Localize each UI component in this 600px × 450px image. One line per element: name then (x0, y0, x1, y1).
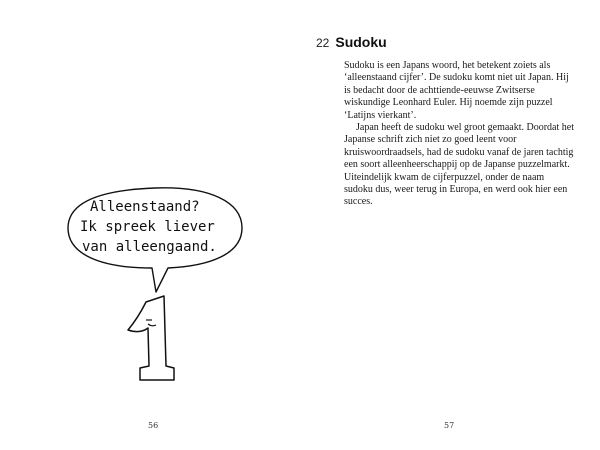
number-one-character-illustration (60, 180, 250, 400)
paragraph-2: Japan heeft de sudoku wel groot gemaakt. Doordat het Japanse schrift zich niet zo goed leent voor kruiswoordraadsels, had de sudoku vanaf de jaren tachtig een soort alleenheerschappij op de Japanse puzzelmarkt. Uiteindelijk kwam de cijferpuzzel, onder de naam sudoku dus, weer terug in Europa, en werd ook hier een succes. (344, 122, 574, 208)
paragraph-1: Sudoku is een Japans woord, het betekent zoiets als ‘alleenstaand cijfer’. De sudoku komt niet uit Japan. Hij is bedacht door de achttiende-eeuwse Zwitserse wiskundige Leonhard Euler. Hij noemde zijn puzzel ‘Latijns vierkant’. (344, 60, 569, 121)
illustration (60, 180, 250, 400)
bubble-line-3: van alleengaand. (82, 239, 217, 255)
page-number-right: 57 (444, 421, 455, 430)
chapter-title: Sudoku (335, 34, 387, 50)
body-text (344, 60, 574, 209)
bubble-line-1: Alleenstaand? (90, 199, 200, 215)
chapter-heading (316, 34, 387, 50)
page-number-left: 56 (148, 421, 159, 430)
number-one-character-icon (128, 296, 174, 380)
bubble-line-2: Ik spreek liever (80, 219, 215, 235)
chapter-number: 22 (316, 36, 330, 50)
right-page (300, 0, 600, 450)
